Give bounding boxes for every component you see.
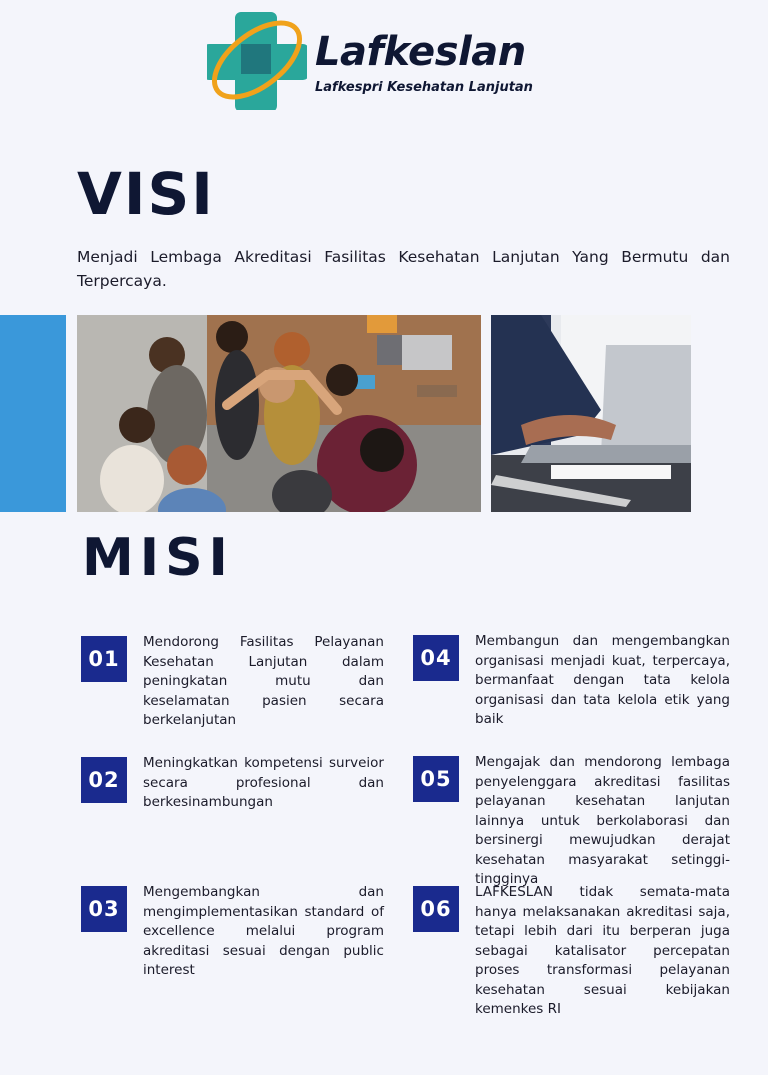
- number-badge: 05: [413, 756, 459, 802]
- misi-text: Meningkatkan kompetensi surveior secara profesional dan berkesinambungan: [143, 755, 384, 810]
- number-badge: 04: [413, 635, 459, 681]
- misi-text: Mengajak dan mendorong lembaga penyelenggara akreditasi fasilitas pelayanan kesehatan lanjutan lainnya untuk berkolaborasi dan bersinergi mewujudkan derajat kesehatan masyarakat setinggi-tingginya: [475, 754, 730, 887]
- number-badge: 06: [413, 886, 459, 932]
- misi-text: LAFKESLAN tidak semata-mata hanya melaksanakan akreditasi saja, tetapi lebih dari itu berperan juga sebagai katalisator percepatan proses transformasi pelayanan kesehatan sesuai kebijakan kemenkes RI: [475, 884, 730, 1017]
- visi-heading: VISI: [77, 160, 215, 228]
- visi-statement: Menjadi Lembaga Akreditasi Fasilitas Kesehatan Lanjutan Yang Bermutu dan Terpercaya.: [77, 248, 730, 290]
- brand-name: Lafkeslan: [315, 29, 526, 75]
- misi-text: Mengembangkan dan mengimplementasikan standard of excellence melalui program akreditasi sesuai dengan public interest: [143, 884, 384, 978]
- misi-heading: MISI: [82, 528, 234, 588]
- team-high-five-photo: [77, 315, 481, 512]
- brand-logo: [207, 10, 533, 110]
- misi-text: Mendorong Fasilitas Pelayanan Kesehatan Lanjutan dalam peningkatan mutu dan keselamatan pasien secara berkelanjutan: [143, 634, 384, 728]
- number-badge: 02: [81, 757, 127, 803]
- accent-bar: [0, 315, 66, 512]
- number-badge: 03: [81, 886, 127, 932]
- misi-text: Membangun dan mengembangkan organisasi menjadi kuat, terpercaya, bermanfaat dengan tata kelola organisasi dan tata kelola etik yang baik: [475, 633, 730, 727]
- laptop-work-photo: [491, 315, 691, 512]
- medical-cross-logo-icon: [207, 10, 307, 110]
- brand-tagline: Lafkespri Kesehatan Lanjutan: [315, 80, 533, 95]
- number-badge: 01: [81, 636, 127, 682]
